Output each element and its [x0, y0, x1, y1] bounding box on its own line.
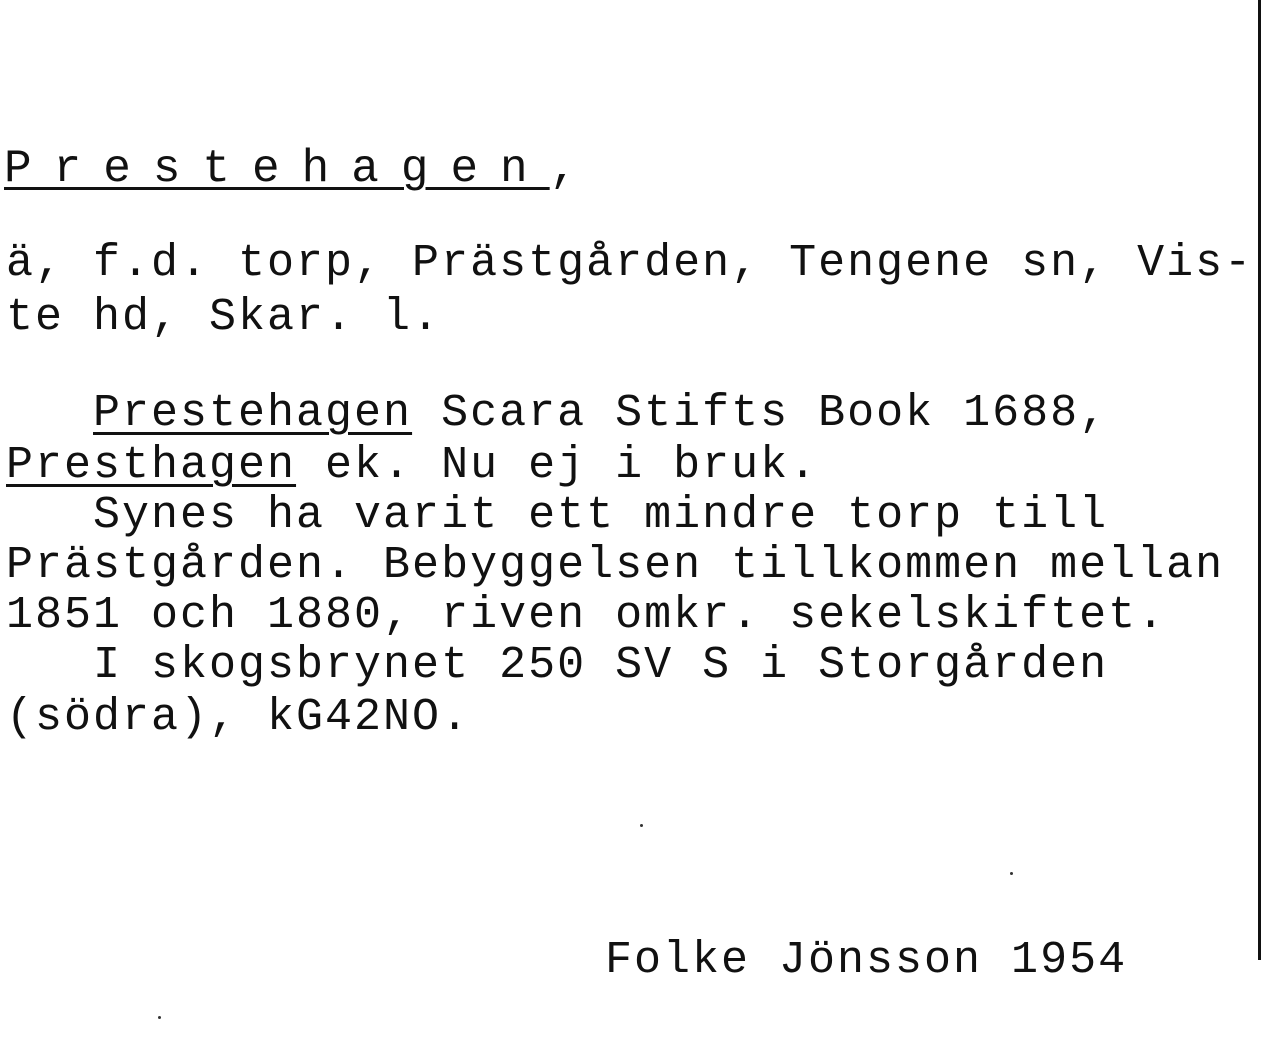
- description-line-2: te hd, Skar. l.: [6, 292, 442, 343]
- card-title-suffix: ,: [549, 143, 578, 195]
- source-rest-2: ek. Nu ej i bruk.: [296, 440, 819, 491]
- note-line-3: 1851 och 1880, riven omkr. sekelskiftet.: [6, 590, 1167, 641]
- source-line-1: [6, 388, 1108, 440]
- source-name-2: Presthagen: [6, 440, 297, 491]
- card-title-text: Prestehagen: [4, 143, 550, 195]
- source-rest-1: Scara Stifts Book 1688,: [412, 388, 1109, 439]
- card-edge-line: [1258, 0, 1261, 960]
- card-title: [4, 142, 577, 196]
- scan-speck: [158, 1016, 161, 1019]
- note-line-1: Synes ha varit ett mindre torp till: [6, 490, 1109, 541]
- source-name-1: Prestehagen: [93, 388, 413, 439]
- description-line-1: ä, f.d. torp, Prästgården, Tengene sn, Vis-: [6, 238, 1254, 289]
- note-line-4: I skogsbrynet 250 SV S i Storgården: [6, 640, 1109, 691]
- scan-speck: [1010, 872, 1013, 875]
- signature: Folke Jönsson 1954: [605, 935, 1128, 986]
- note-line-2: Prästgården. Bebyggelsen tillkommen mellan: [6, 540, 1225, 591]
- source-line-2: [6, 440, 818, 492]
- scan-speck: [640, 824, 643, 827]
- note-line-5: (södra), kG42NO.: [6, 692, 471, 743]
